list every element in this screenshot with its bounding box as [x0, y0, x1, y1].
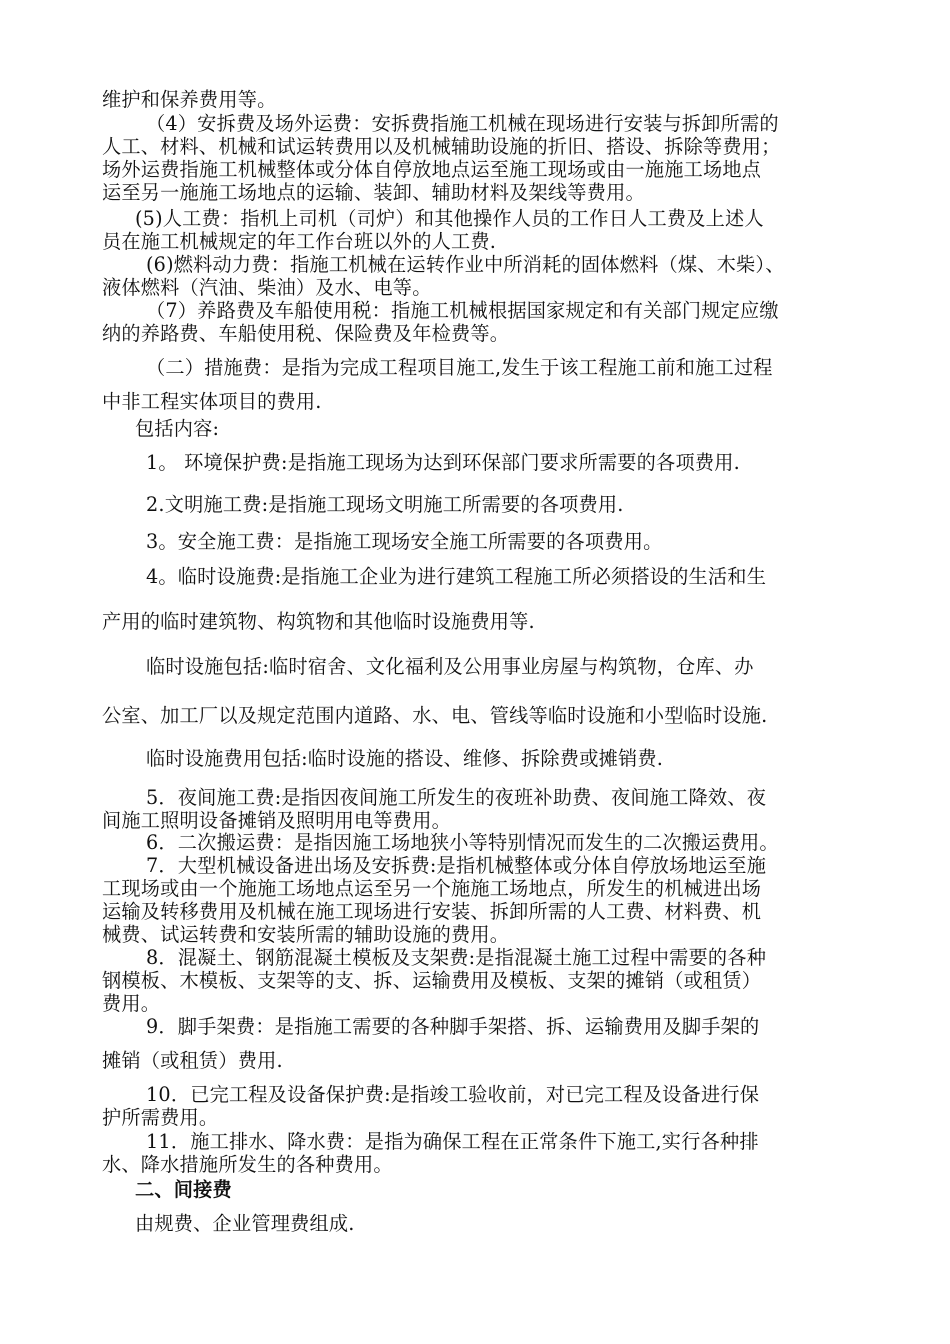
- text-line: 包括内容:: [135, 417, 220, 440]
- text-line: （4）安拆费及场外运费：安拆费指施工机械在现场进行安装与拆卸所需的: [146, 112, 779, 135]
- text-line: 场外运费指施工机械整体或分体自停放地点运至施工现场或由一施施工场地点: [102, 158, 762, 181]
- text-line: 产用的临时建筑物、构筑物和其他临时设施费用等.: [102, 610, 535, 633]
- list-item: 5．夜间施工费:是指因夜间施工所发生的夜班补助费、夜间施工降效、夜: [146, 786, 767, 809]
- text-line: 钢模板、木模板、支架等的支、拆、运输费用及模板、支架的摊销（或租赁）: [102, 969, 762, 992]
- list-item: 9．脚手架费：是指施工需要的各种脚手架搭、拆、运输费用及脚手架的: [146, 1015, 760, 1038]
- list-item: 4。临时设施费:是指施工企业为进行建筑工程施工所必须搭设的生活和生: [146, 565, 767, 588]
- list-item: 6．二次搬运费：是指因施工场地狭小等特别情况而发生的二次搬运费用。: [146, 831, 779, 854]
- text-line: 运至另一施施工场地点的运输、装卸、辅助材料及架线等费用。: [102, 181, 645, 204]
- text-line: 公室、加工厂以及规定范围内道路、水、电、管线等临时设施和小型临时设施.: [102, 704, 768, 727]
- list-item: 10．已完工程及设备保护费:是指竣工验收前，对已完工程及设备进行保: [146, 1083, 760, 1106]
- text-line: 工现场或由一个施施工场地点运至另一个施施工场地点，所发生的机械进出场: [102, 877, 762, 900]
- text-line: 液体燃料（汽油、柴油）及水、电等。: [102, 276, 432, 299]
- list-item: 2.文明施工费:是指施工现场文明施工所需要的各项费用.: [146, 493, 624, 516]
- text-line: （7）养路费及车船使用税：指施工机械根据国家规定和有关部门规定应缴: [146, 299, 779, 322]
- text-line: 员在施工机械规定的年工作台班以外的人工费.: [102, 230, 497, 253]
- text-line: 间施工照明设备摊销及照明用电等费用。: [102, 809, 451, 832]
- text-line: 械费、试运转费和安装所需的辅助设施的费用。: [102, 923, 510, 946]
- text-line: 纳的养路费、车船使用税、保险费及年检费等。: [102, 322, 510, 345]
- section-heading: 二、间接费: [135, 1178, 232, 1201]
- text-line: 费用。: [102, 992, 161, 1015]
- text-line: 护所需费用。: [102, 1106, 219, 1129]
- text-line: 由规费、企业管理费组成.: [135, 1212, 355, 1235]
- text-line: 维护和保养费用等。: [102, 88, 277, 111]
- text-line: (6)燃料动力费：指施工机械在运转作业中所消耗的固体燃料（煤、木柴）、: [146, 253, 785, 276]
- list-item: 3。安全施工费：是指施工现场安全施工所需要的各项费用。: [146, 530, 663, 553]
- text-line: 人工、材料、机械和试运转费用以及机械辅助设施的折旧、搭设、拆除等费用；: [102, 135, 781, 158]
- text-line: 临时设施费用包括:临时设施的搭设、维修、拆除费或摊销费.: [146, 747, 664, 770]
- text-line: 临时设施包括:临时宿舍、文化福利及公用事业房屋与构筑物，仓库、办: [146, 655, 754, 678]
- list-item: 7．大型机械设备进出场及安拆费:是指机械整体或分体自停放场地运至施: [146, 854, 767, 877]
- section-measures-fee: （二）措施费：是指为完成工程项目施工,发生于该工程施工前和施工过程: [146, 356, 773, 379]
- text-line: 运输及转移费用及机械在施工现场进行安装、拆卸所需的人工费、材料费、机: [102, 900, 762, 923]
- text-line: 水、降水措施所发生的各种费用。: [102, 1153, 393, 1176]
- text-line: 摊销（或租赁）费用.: [102, 1049, 283, 1072]
- list-item: 8．混凝土、钢筋混凝土模板及支架费:是指混凝土施工过程中需要的各种: [146, 946, 767, 969]
- list-item: 1。 环境保护费:是指施工现场为达到环保部门要求所需要的各项费用.: [146, 451, 740, 474]
- text-line: 中非工程实体项目的费用.: [102, 390, 322, 413]
- text-line: (5)人工费：指机上司机（司炉）和其他操作人员的工作日人工费及上述人: [135, 207, 764, 230]
- list-item: 11．施工排水、降水费：是指为确保工程在正常条件下施工,实行各种排: [146, 1130, 759, 1153]
